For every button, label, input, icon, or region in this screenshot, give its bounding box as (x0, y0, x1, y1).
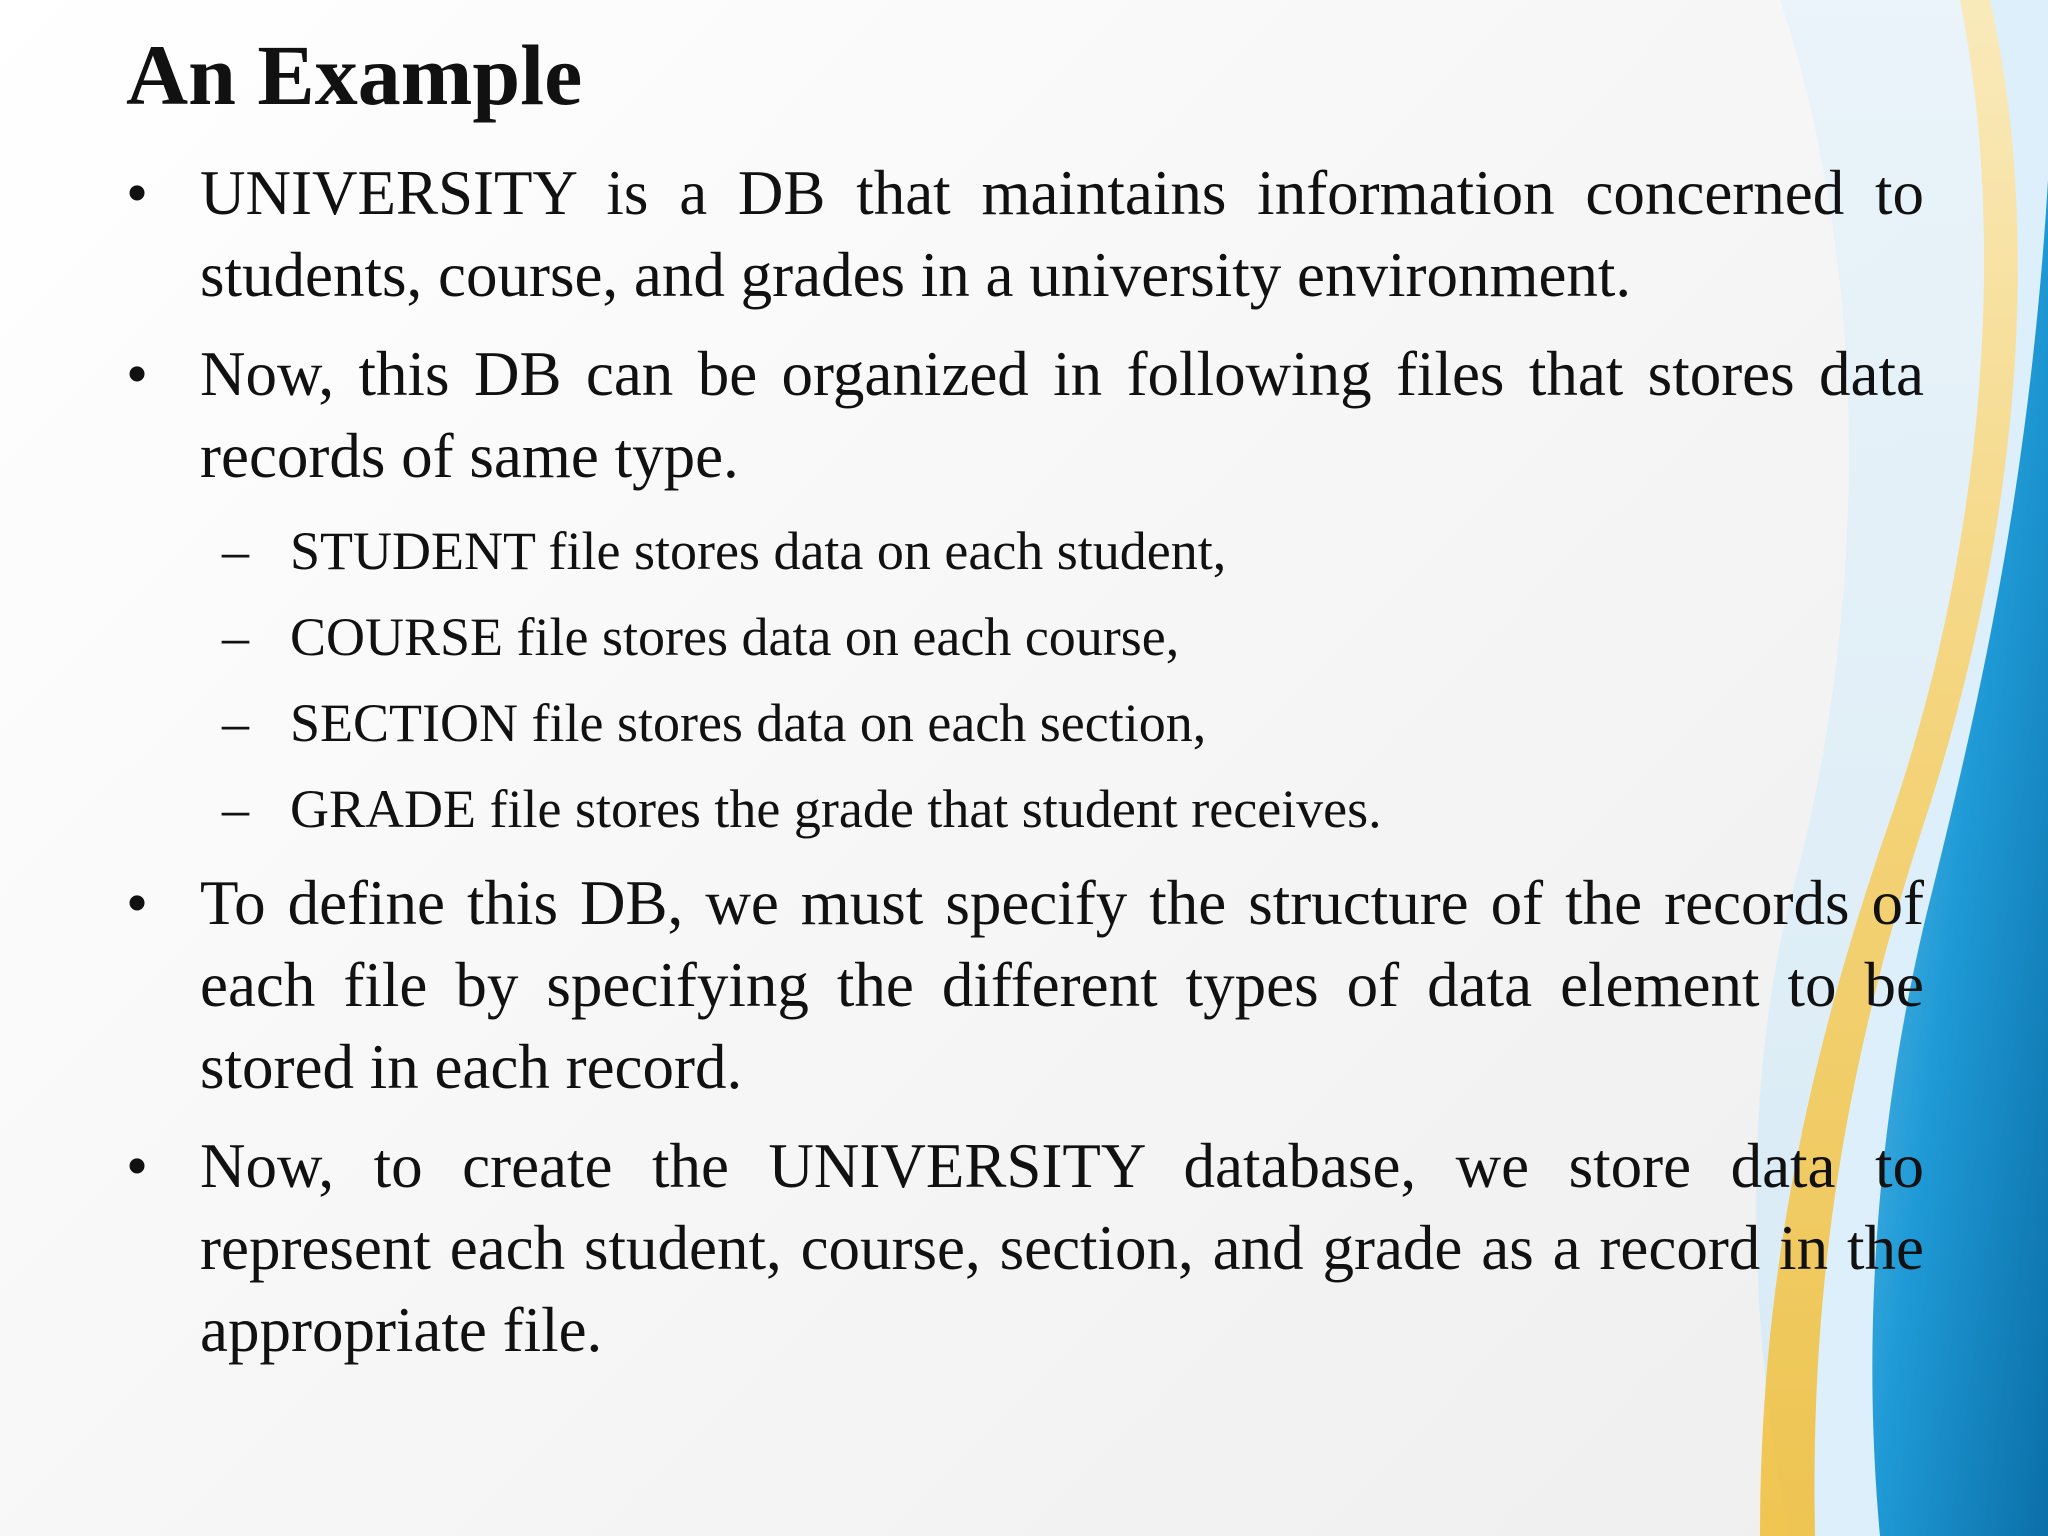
bullet-item (126, 1125, 1924, 1371)
bullet-marker: • (126, 1131, 149, 1201)
bullet-text: To define this DB, we must specify the structure of the records of each file by specifying the different types of data element to be stored in each record. (200, 868, 1924, 1102)
sub-bullet-text: COURSE file stores data on each course, (290, 607, 1180, 667)
bullet-marker: • (126, 868, 149, 938)
sub-bullet-text: STUDENT file stores data on each student, (290, 521, 1227, 581)
sub-bullet-item (126, 680, 1926, 766)
dash-marker: – (222, 607, 249, 667)
sub-bullet-text: GRADE file stores the grade that student receives. (290, 779, 1382, 839)
sub-bullet-item (126, 766, 1926, 852)
sub-bullet-text: SECTION file stores data on each section, (290, 693, 1207, 753)
bullet-text: UNIVERSITY is a DB that maintains information concerned to students, course, and grades in a university environment. (200, 158, 1924, 310)
bullet-item (126, 862, 1924, 1108)
slide-title: An Example (126, 27, 583, 123)
dash-marker: – (222, 779, 249, 839)
bullet-marker: • (126, 158, 149, 228)
sub-bullet-list (126, 508, 1926, 852)
sub-bullet-item (126, 508, 1926, 594)
bullet-item (126, 152, 1924, 316)
dash-marker: – (222, 521, 249, 581)
sub-bullet-item (126, 594, 1926, 680)
bullet-item (126, 333, 1924, 497)
dash-marker: – (222, 693, 249, 753)
bullet-text: Now, to create the UNIVERSITY database, we store data to represent each student, course, section, and grade as a record in the appropriate file. (200, 1131, 1924, 1365)
bullet-text: Now, this DB can be organized in following files that stores data records of same type. (200, 339, 1924, 491)
slide-content (126, 20, 1926, 1388)
bullet-marker: • (126, 339, 149, 409)
